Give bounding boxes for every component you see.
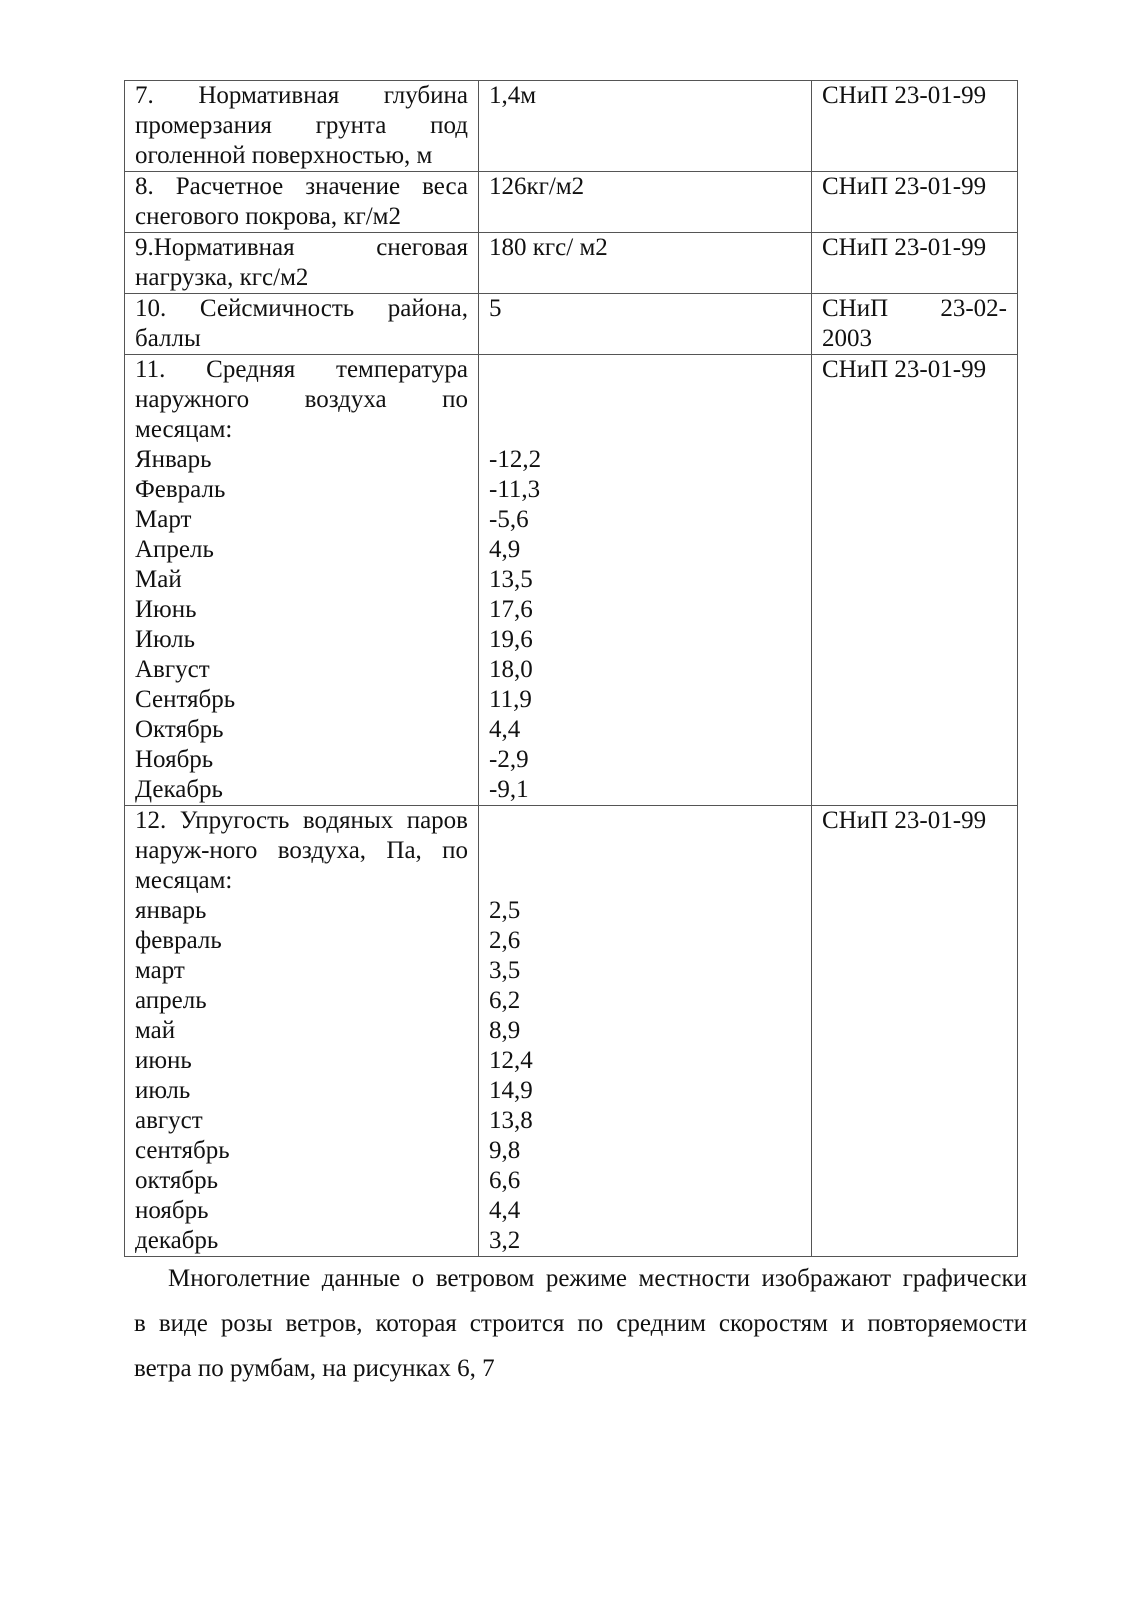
source-cell [812,81,1018,172]
month-value: 13,5 [489,566,533,593]
source-text: 2003 [822,325,872,352]
month-label: декабрь [135,1227,219,1254]
month-label: июль [135,1077,191,1104]
wind-rose-paragraph [134,1256,1027,1391]
parameter-cell [125,806,479,1257]
month-label: Май [135,566,182,593]
value-text: 126кг/м2 [489,173,585,200]
source-cell [812,355,1018,806]
table-row [125,233,1018,294]
parameter-text: наружного воздуха по [135,386,468,413]
parameter-text: промерзания грунта под [135,112,468,139]
month-value: 2,6 [489,927,521,954]
month-label: февраль [135,927,222,954]
month-value: 19,6 [489,626,533,653]
month-label: Ноябрь [135,746,214,773]
source-text: СНиП 23-02- [822,295,1007,322]
month-label: апрель [135,987,207,1014]
blank-line [489,836,801,866]
value-text: 180 кгс/ м2 [489,234,608,261]
month-value: 11,9 [489,686,532,713]
parameter-text: 11. Средняя температура [135,356,468,383]
parameter-text: наруж-ного воздуха, Па, по [135,837,468,864]
month-value: 3,2 [489,1227,521,1254]
parameter-text: снегового покрова, кг/м2 [135,203,401,230]
month-label: май [135,1017,176,1044]
source-cell [812,172,1018,233]
month-value: -5,6 [489,506,529,533]
month-value: 17,6 [489,596,533,623]
parameter-text: нагрузка, кгс/м2 [135,264,309,291]
parameter-text: 7. Нормативная глубина [135,82,468,109]
month-label: Август [135,656,210,683]
blank-line [489,415,801,445]
climate-parameters-table [124,80,1018,1257]
month-value: -11,3 [489,476,541,503]
value-cell [479,355,812,806]
month-value: -12,2 [489,446,542,473]
month-value: 8,9 [489,1017,521,1044]
source-cell [812,233,1018,294]
paragraph-line: в виде розы ветров, которая строится по средним скоростям и повторяемости [134,1310,1027,1337]
value-cell [479,294,812,355]
parameter-text: оголенной поверхностью, м [135,142,433,169]
parameter-text: 10. Сейсмичность района, [135,295,468,322]
paragraph-line: Многолетние данные о ветровом режиме местности изображают графически [168,1265,1027,1292]
blank-line [489,806,801,836]
month-value: 12,4 [489,1047,533,1074]
month-label: Июнь [135,596,197,623]
month-label: март [135,957,185,984]
month-value: 18,0 [489,656,533,683]
source-text: СНиП 23-01-99 [822,356,987,383]
value-text: 5 [489,295,502,322]
month-label: Март [135,506,192,533]
parameter-cell [125,294,479,355]
month-value: 14,9 [489,1077,533,1104]
month-label: ноябрь [135,1197,209,1224]
parameter-text: месяцам: [135,416,233,443]
value-cell [479,233,812,294]
parameter-text: 9.Нормативная снеговая [135,234,468,261]
source-text: СНиП 23-01-99 [822,807,987,834]
month-value: 13,8 [489,1107,533,1134]
parameter-text: месяцам: [135,867,233,894]
source-text: СНиП 23-01-99 [822,234,987,261]
month-value: -2,9 [489,746,529,773]
month-label: август [135,1107,203,1134]
source-text: СНиП 23-01-99 [822,173,987,200]
month-label: Сентябрь [135,686,236,713]
parameter-cell [125,233,479,294]
parameter-text: баллы [135,325,201,352]
parameter-cell [125,172,479,233]
month-value: 4,4 [489,1197,521,1224]
month-label: Октябрь [135,716,224,743]
month-label: январь [135,897,207,924]
table-row [125,172,1018,233]
parameter-text: 12. Упругость водяных паров [135,807,468,834]
month-value: 4,4 [489,716,521,743]
paragraph-line: ветра по румбам, на рисунках 6, 7 [134,1355,495,1382]
value-cell [479,81,812,172]
source-cell [812,294,1018,355]
month-value: 9,8 [489,1137,521,1164]
month-value: 6,6 [489,1167,521,1194]
month-label: октябрь [135,1167,219,1194]
temperature-row [125,355,1018,806]
table-row [125,294,1018,355]
month-label: июнь [135,1047,192,1074]
parameter-text: 8. Расчетное значение веса [135,173,468,200]
blank-line [489,385,801,415]
source-cell [812,806,1018,1257]
month-value: -9,1 [489,776,529,803]
source-text: СНиП 23-01-99 [822,82,987,109]
month-label: Декабрь [135,776,223,803]
blank-line [489,866,801,896]
month-value: 2,5 [489,897,521,924]
vapor-row [125,806,1018,1257]
blank-line [489,355,801,385]
month-label: Февраль [135,476,226,503]
parameter-cell [125,355,479,806]
month-value: 4,9 [489,536,521,563]
month-value: 3,5 [489,957,521,984]
month-label: Апрель [135,536,214,563]
month-value: 6,2 [489,987,521,1014]
table-row [125,81,1018,172]
value-cell [479,172,812,233]
value-text: 1,4м [489,82,537,109]
parameter-cell [125,81,479,172]
month-label: сентябрь [135,1137,230,1164]
month-label: Июль [135,626,195,653]
value-cell [479,806,812,1257]
month-label: Январь [135,446,212,473]
